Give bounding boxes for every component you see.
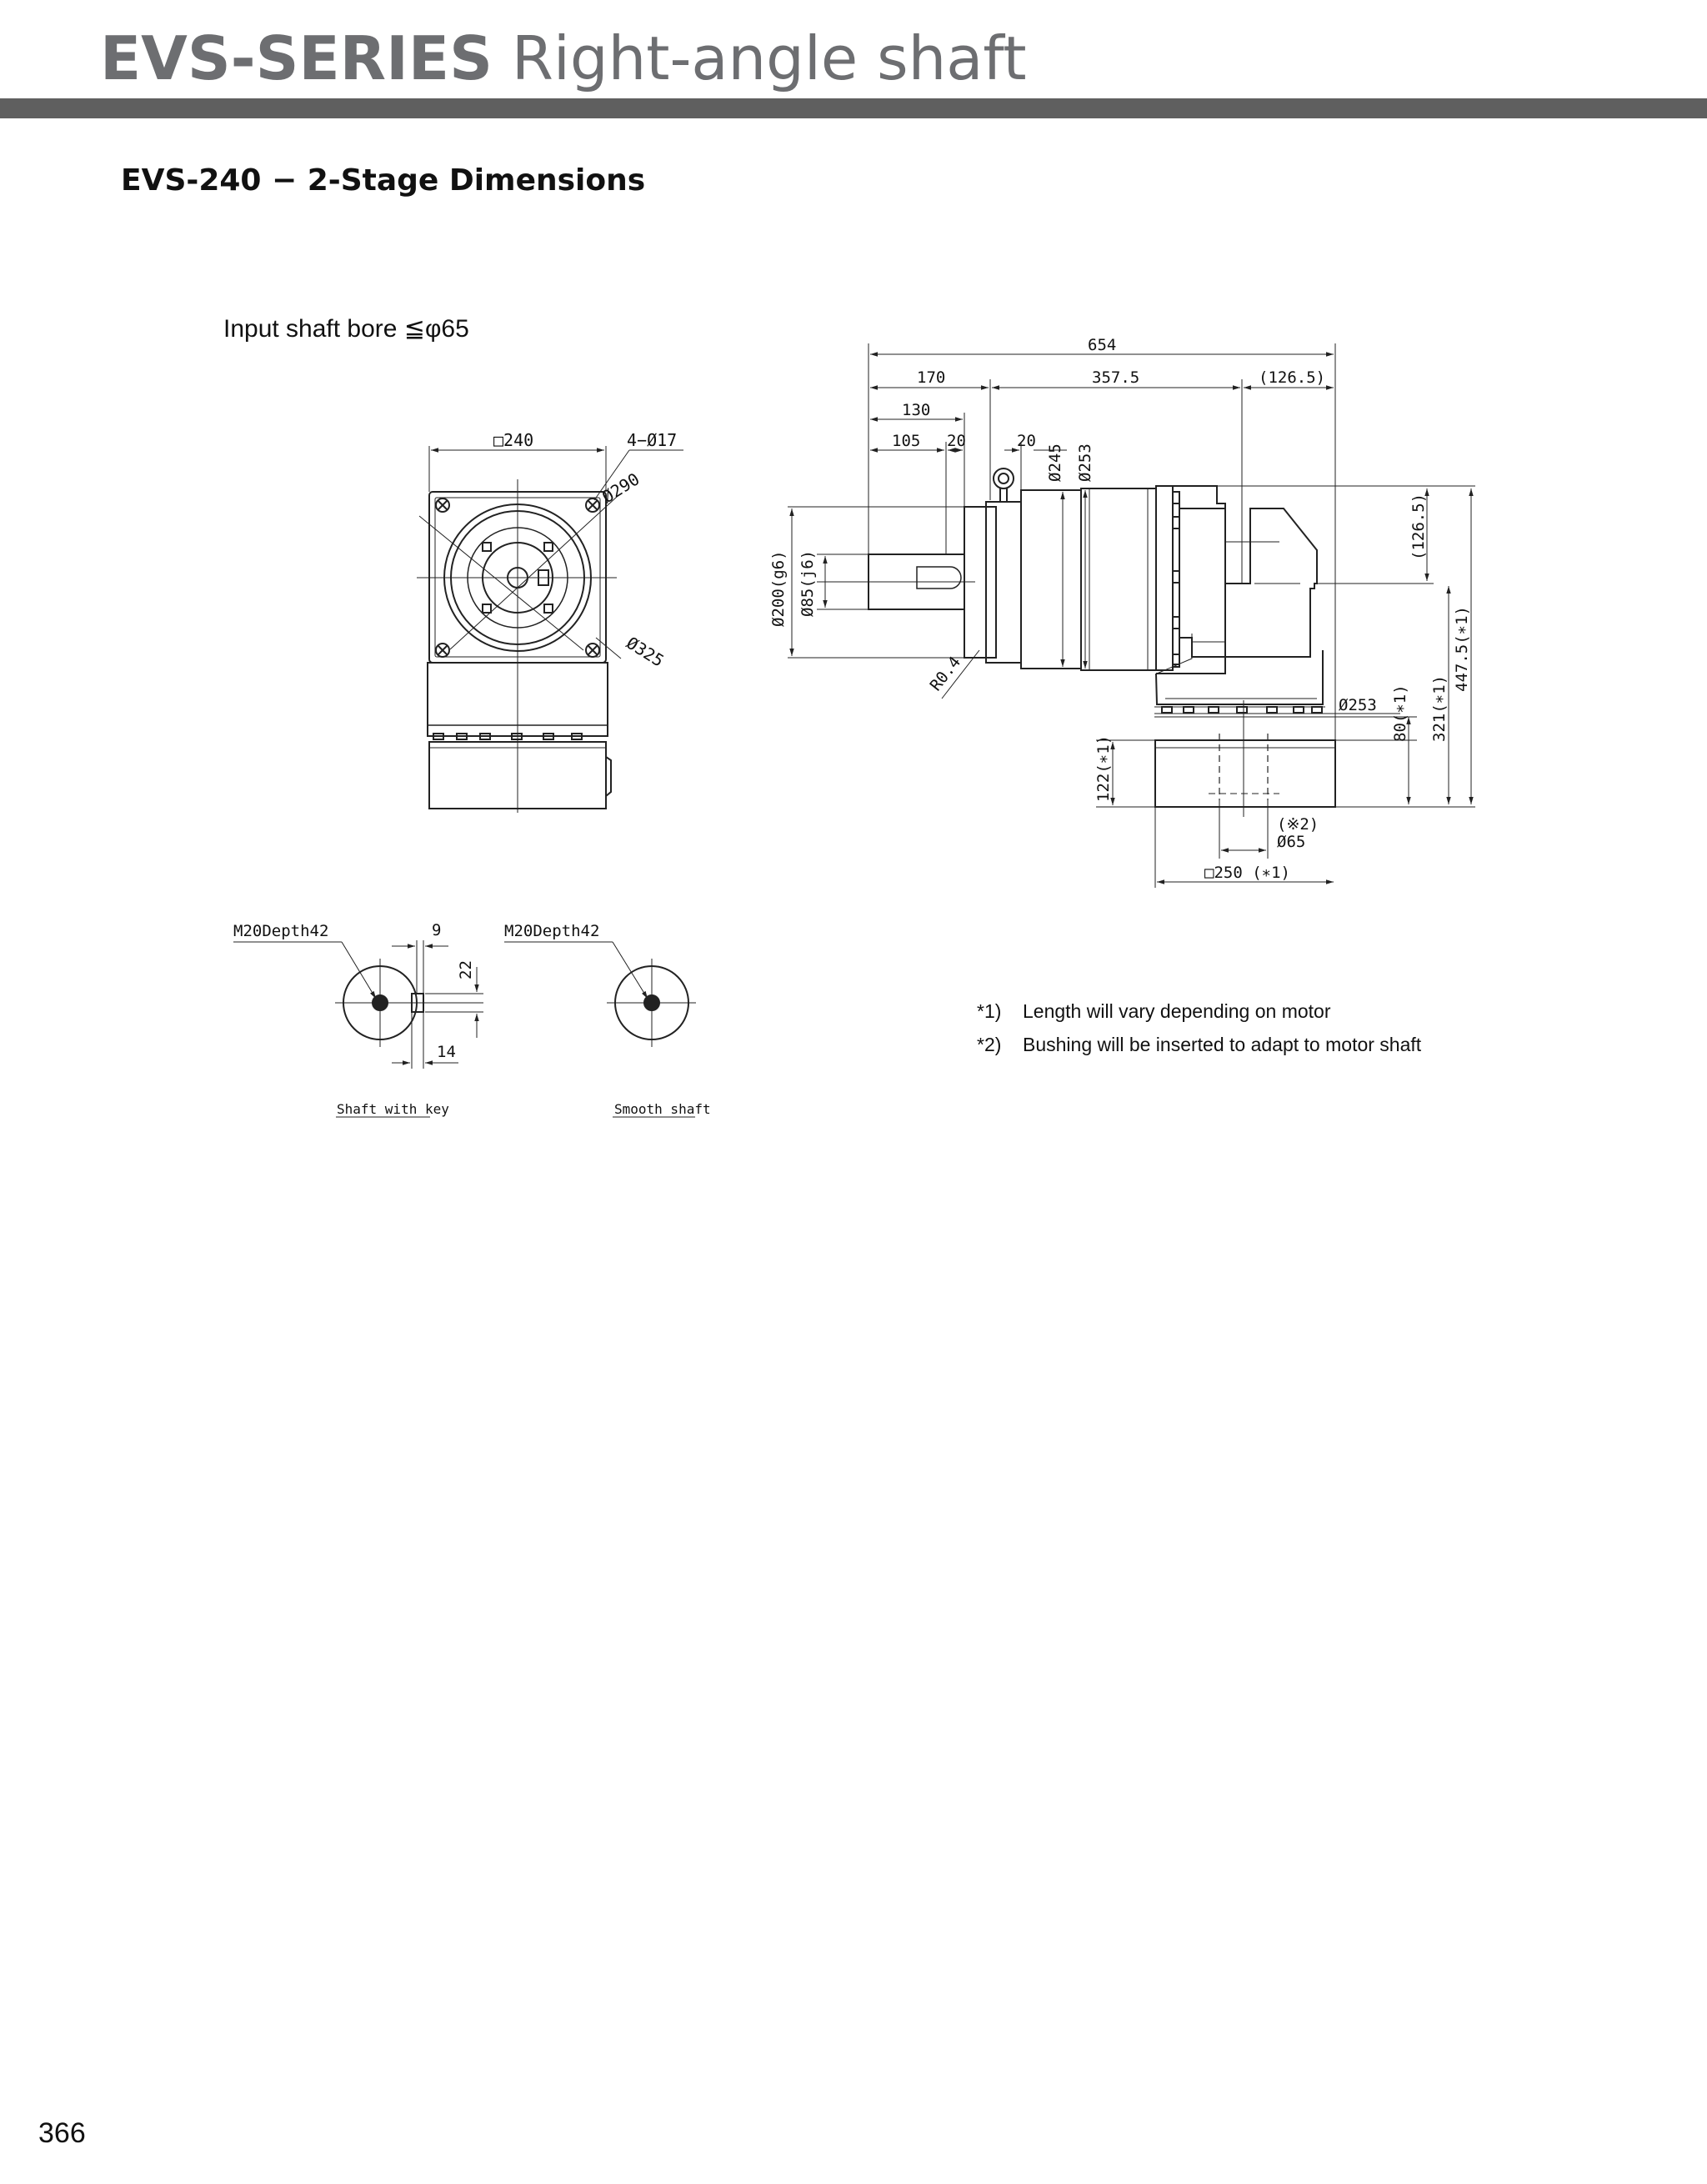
- dim-105: 105: [892, 432, 921, 450]
- series-subtitle: Right-angle shaft: [511, 23, 1027, 93]
- footnote-2-text: Bushing will be inserted to adapt to motor shaft: [1023, 1033, 1422, 1055]
- page-number: 366: [38, 2117, 86, 2149]
- smooth-caption: Smooth shaft: [614, 1101, 711, 1117]
- dim-20a: 20: [947, 432, 966, 450]
- dim-v126: (126.5): [1409, 493, 1428, 560]
- smooth-shaft-detail: [504, 942, 696, 1117]
- footnote-2-key: *2): [977, 1033, 1002, 1055]
- footnote-1-text: Length will vary depending on motor: [1023, 999, 1331, 1022]
- series-name: EVS-SERIES: [100, 23, 493, 93]
- front-pcd-dim: Ø290: [598, 468, 643, 508]
- front-holes-dim: 4−Ø17: [627, 430, 678, 450]
- key-w14: 14: [437, 1043, 456, 1061]
- key-caption: Shaft with key: [337, 1101, 449, 1117]
- front-outer-dim: Ø325: [623, 632, 668, 671]
- key-thread: M20Depth42: [233, 922, 329, 940]
- dim-overall: 654: [1088, 336, 1117, 354]
- dim-20b: 20: [1017, 432, 1036, 450]
- front-square-dim: □240: [493, 430, 534, 450]
- dim-note2: (※2): [1277, 815, 1319, 834]
- smooth-thread: M20Depth42: [504, 922, 600, 940]
- dim-sq250: □250 (∗1): [1204, 864, 1290, 882]
- key-h22: 22: [457, 960, 475, 979]
- footnote-1: [977, 994, 1421, 1028]
- shaft-with-key-detail: [233, 940, 483, 1117]
- dim-r04: R0.4: [926, 653, 965, 695]
- dim-126-top: (126.5): [1259, 368, 1326, 387]
- dim-d253: Ø253: [1076, 443, 1094, 482]
- footnote-2: [977, 1028, 1421, 1061]
- dim-d253b: Ø253: [1339, 696, 1377, 714]
- side-view: [788, 343, 1475, 888]
- dim-d200: Ø200(g6): [769, 550, 788, 627]
- dim-v321: 321(∗1): [1430, 674, 1449, 742]
- dim-357: 357.5: [1092, 368, 1140, 387]
- input-bore-label: Input shaft bore ≦φ65: [223, 315, 469, 343]
- dim-130: 130: [902, 401, 931, 419]
- footnotes: [977, 994, 1421, 1061]
- dim-d245: Ø245: [1046, 443, 1064, 482]
- front-view: [417, 446, 683, 813]
- key-w9: 9: [432, 921, 442, 939]
- dim-d65: Ø65: [1277, 833, 1306, 851]
- footnote-1-key: *1): [977, 999, 1002, 1022]
- dim-d85: Ø85(j6): [798, 549, 817, 617]
- dim-170: 170: [917, 368, 946, 387]
- section-title: EVS-240 − 2-Stage Dimensions: [121, 163, 646, 198]
- dim-v80: 80(∗1): [1391, 684, 1409, 742]
- dim-v447: 447.5(∗1): [1453, 606, 1471, 692]
- dim-v122: 122(∗1): [1094, 734, 1113, 802]
